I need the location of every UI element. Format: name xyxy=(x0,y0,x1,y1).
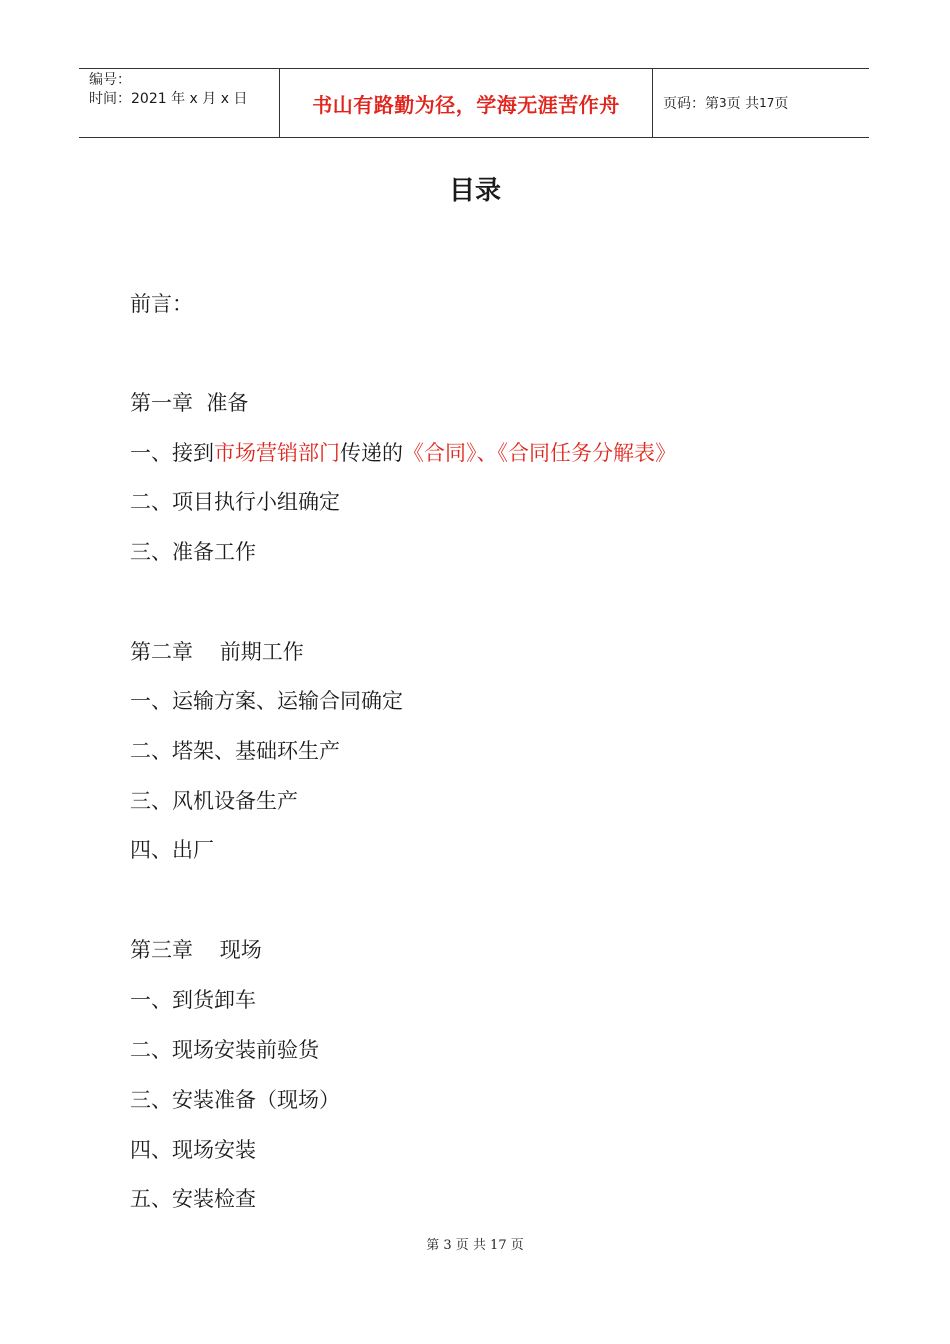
toc-preface: 前言： xyxy=(130,292,193,316)
contract-highlight: 《合同》、《合同任务分解表》 xyxy=(403,441,676,465)
toc-ch3-item-4: 四、现场安装 xyxy=(130,1138,256,1162)
header-info-cell xyxy=(79,69,280,137)
toc-ch3-item-1: 一、到货卸车 xyxy=(130,988,256,1012)
header-motto-cell xyxy=(280,69,653,137)
toc-ch2-item-2: 二、塔架、基础环生产 xyxy=(130,739,340,763)
toc-ch1-item-3: 三、准备工作 xyxy=(130,540,256,564)
toc-chapter-3: 第三章 现场 xyxy=(130,938,262,962)
toc-ch1-item-1 xyxy=(130,439,676,467)
page-total: 17 xyxy=(759,96,775,110)
dept-highlight: 市场营销部门 xyxy=(214,441,340,465)
toc-ch2-item-3: 三、风机设备生产 xyxy=(130,789,298,813)
time-label: 时间：2021 年 x 月 x 日 xyxy=(89,91,248,107)
document-header xyxy=(79,68,869,138)
motto-text: 书山有路勤为径，学海无涯苦作舟 xyxy=(312,92,620,117)
page-mid: 页 共 xyxy=(726,96,760,112)
toc-chapter-2: 第二章 前期工作 xyxy=(130,640,304,664)
header-page-cell xyxy=(653,69,869,137)
serial-number-label: 编号： xyxy=(89,72,131,88)
page-footer: 第 3 页 共 17 页 xyxy=(426,1238,524,1253)
toc-ch2-item-1: 一、运输方案、运输合同确定 xyxy=(130,689,403,713)
toc-ch3-item-3: 三、安装准备（现场） xyxy=(130,1088,340,1112)
page-prefix: 页码：第 xyxy=(663,96,719,112)
page-suffix: 页 xyxy=(774,96,789,112)
toc-ch1-item-1-mid: 传递的 xyxy=(340,441,403,465)
page-title: 目录 xyxy=(448,176,501,206)
toc-ch3-item-5: 五、安装检查 xyxy=(130,1187,256,1211)
toc-ch1-item-2: 二、项目执行小组确定 xyxy=(130,490,340,514)
toc-chapter-1: 第一章 准备 xyxy=(130,391,249,415)
toc-ch3-item-2: 二、现场安装前验货 xyxy=(130,1038,319,1062)
toc-ch2-item-4: 四、出厂 xyxy=(130,838,214,862)
toc-ch1-item-1-prefix: 一、接到 xyxy=(130,441,214,465)
page-current: 3 xyxy=(719,96,727,110)
